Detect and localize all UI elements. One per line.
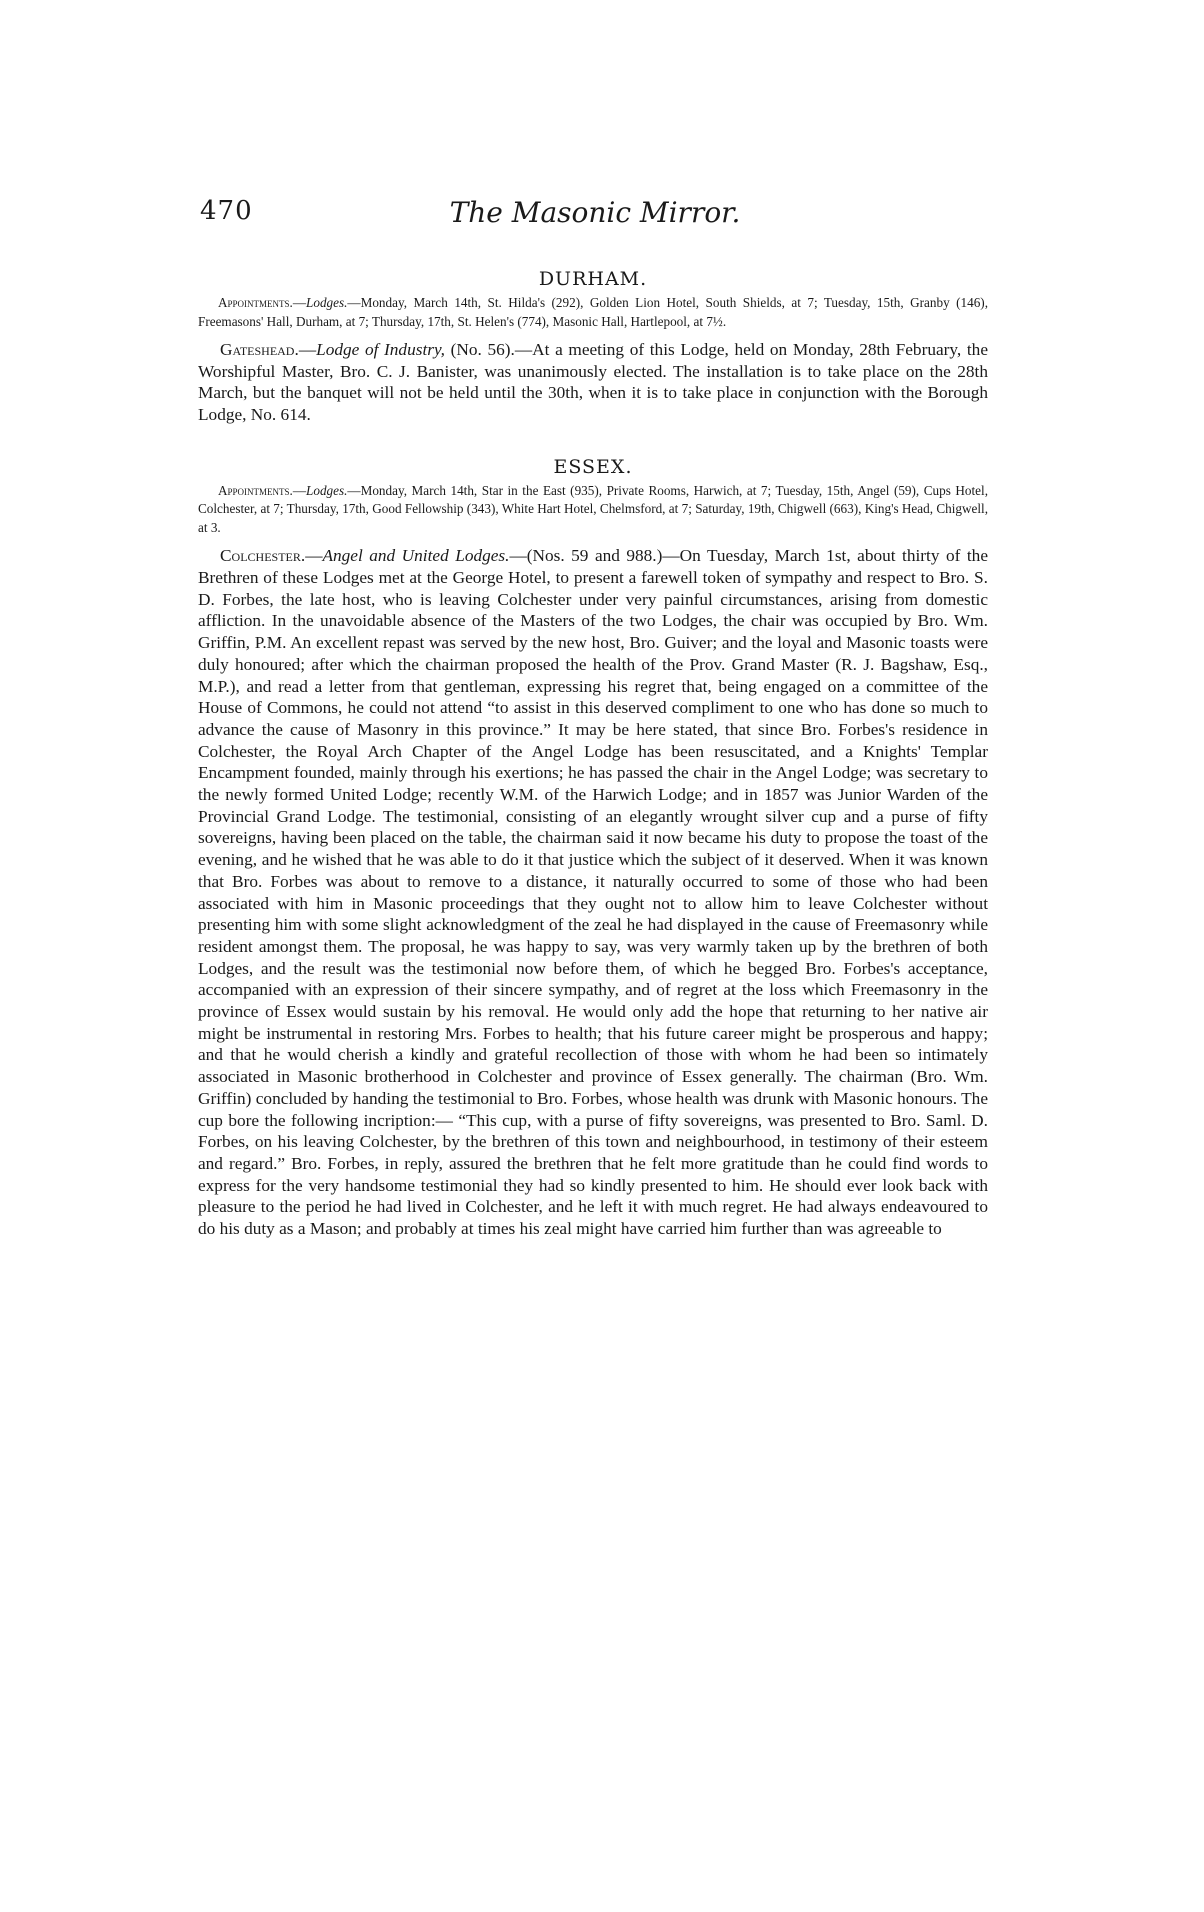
- lodge-name: Angel and United Lodges.: [322, 546, 510, 566]
- essex-appointments: [198, 482, 988, 538]
- article-body: [198, 262, 988, 1252]
- appointments-label: Appointments.: [218, 482, 293, 498]
- dash: —: [305, 546, 323, 566]
- appointments-label: Appointments.: [218, 295, 293, 310]
- place-name: Colchester.: [220, 546, 306, 566]
- page-header: [200, 196, 990, 232]
- appointments-text: —Monday, March 14th, Star in the East (935), Private Rooms, Harwich, at 7; Tuesday, 15th, Angel (59), Cups Hotel, Colchester, at 7; Thursday, 17th, Good Fellowship (343), White Hart Hotel, Chelmsford, at 7; Saturday, 19th, Chigwell (663), King's Head, Chigwell, at 3.: [198, 482, 988, 535]
- report-text: (No. 56).—At a meeting of this Lodge, held on Monday, 28th February, the Worshipful Master, Bro. C. J. Banister, was unanimously elected. The installation is to take place on the 28th March, but the banquet will not be held until the 30th, when it is to take place in conjunction with the Borough Lodge, No. 614.: [198, 340, 988, 425]
- lodges-label: Lodges.: [306, 482, 348, 498]
- colchester-report: [198, 545, 988, 1240]
- running-title: The Masonic Mirror.: [449, 196, 741, 229]
- appointments-text: —Monday, March 14th, St. Hilda's (292), Golden Lion Hotel, South Shields, at 7; Tuesday, 15th, Granby (146), Freemasons' Hall, Durham, at 7; Thursday, 17th, St. Helen's (774), Masonic Hall, Hartlepool, at 7½.: [198, 295, 988, 329]
- dash: —: [292, 482, 307, 498]
- place-name: Gateshead.: [220, 340, 299, 359]
- report-text: —(Nos. 59 and 988.)—On Tuesday, March 1st, about thirty of the Brethren of these Lodges met at the George Hotel, to present a farewell token of sympathy and respect to Bro. S. D. Forbes, the late host, who is leaving Colchester under very painful circumstances, arising from domestic affliction. In the unavoidable absence of the Masters of the two Lodges, the chair was occupied by Bro. Wm. Griffin, P.M. An excellent repast was served by the new host, Bro. Guiver; and the loyal and Masonic toasts were duly honoured; after which the chairman proposed the health of the Prov. Grand Master (R. J. Bagshaw, Esq., M.P.), and read a letter from that gentleman, expressing his regret that, being engaged on a committee of the House of Commons, he could not attend “to assist in this deserved compliment to one who has done so much to advance the cause of Masonry in this province.” It may be here stated, that since Bro. Forbes's residence in Colchester, the Royal Arch Chapter of the Angel Lodge has been resuscitated, and a Knights' Templar Encampment founded, mainly through his exertions; he has passed the chair in the Angel Lodge; was secretary to the newly formed United Lodge; recently W.M. of the Harwich Lodge; and in 1857 was Junior Warden of the Provincial Grand Lodge. The testimonial, consisting of an elegantly wrought silver cup and a purse of fifty sovereigns, having been placed on the table, the chairman said it now became his duty to propose the toast of the evening, and he wished that he was able to do it that justice which the subject of it deserved. When it was known that Bro. Forbes was about to remove to a distance, it naturally occurred to some of those who had been associated with him in Masonic proceedings that they ought not to allow him to leave Colchester without presenting him with some slight acknowledgment of the zeal he had displayed in the cause of Freemasonry while resident amongst them. The proposal, he was happy to say, was very warmly taken up by the brethren of both Lodges, and the result was the testimonial now before them, of which he begged Bro. Forbes's acceptance, accompanied with an expression of their sincere sympathy, and of regret at the loss which Freemasonry in the province of Essex would sustain by his removal. He would only add the hope that returning to her native air might be instrumental in restoring Mrs. Forbes to health; that his future career might be prosperous and happy; and that he would cherish a kindly and grateful recollection of those with whom he had been so intimately associated in Masonic brotherhood in Colchester and province of Essex generally. The chairman (Bro. Wm. Griffin) concluded by handing the testimonial to Bro. Forbes, whose health was drunk with Masonic honours. The cup bore the following incription:— “This cup, with a purse of fifty sovereigns, was presented to Bro. Saml. D. Forbes, on his leaving Colchester, by the brethren of this town and neighbourhood, in testimony of their esteem and regard.” Bro. Forbes, in reply, assured the brethren that he felt more gratitude than he could find words to express for the very handsome testimonial they had so kindly presented to him. He should ever look back with pleasure to the period he had lived in Colchester, and he left it with much regret. He had always endeavoured to do his duty as a Mason; and probably at times his zeal might have carried him further than was agreeable to: [198, 546, 988, 1239]
- page-number: 470: [200, 196, 253, 226]
- dash: —: [292, 295, 307, 310]
- lodges-label: Lodges.: [306, 295, 348, 310]
- durham-appointments: [198, 294, 988, 331]
- lodge-name: Lodge of Industry,: [316, 340, 446, 359]
- dash: —: [298, 340, 317, 359]
- section-heading-durham: DURHAM.: [538, 268, 648, 290]
- section-heading-essex: ESSEX.: [553, 455, 633, 478]
- gateshead-report: [198, 339, 988, 426]
